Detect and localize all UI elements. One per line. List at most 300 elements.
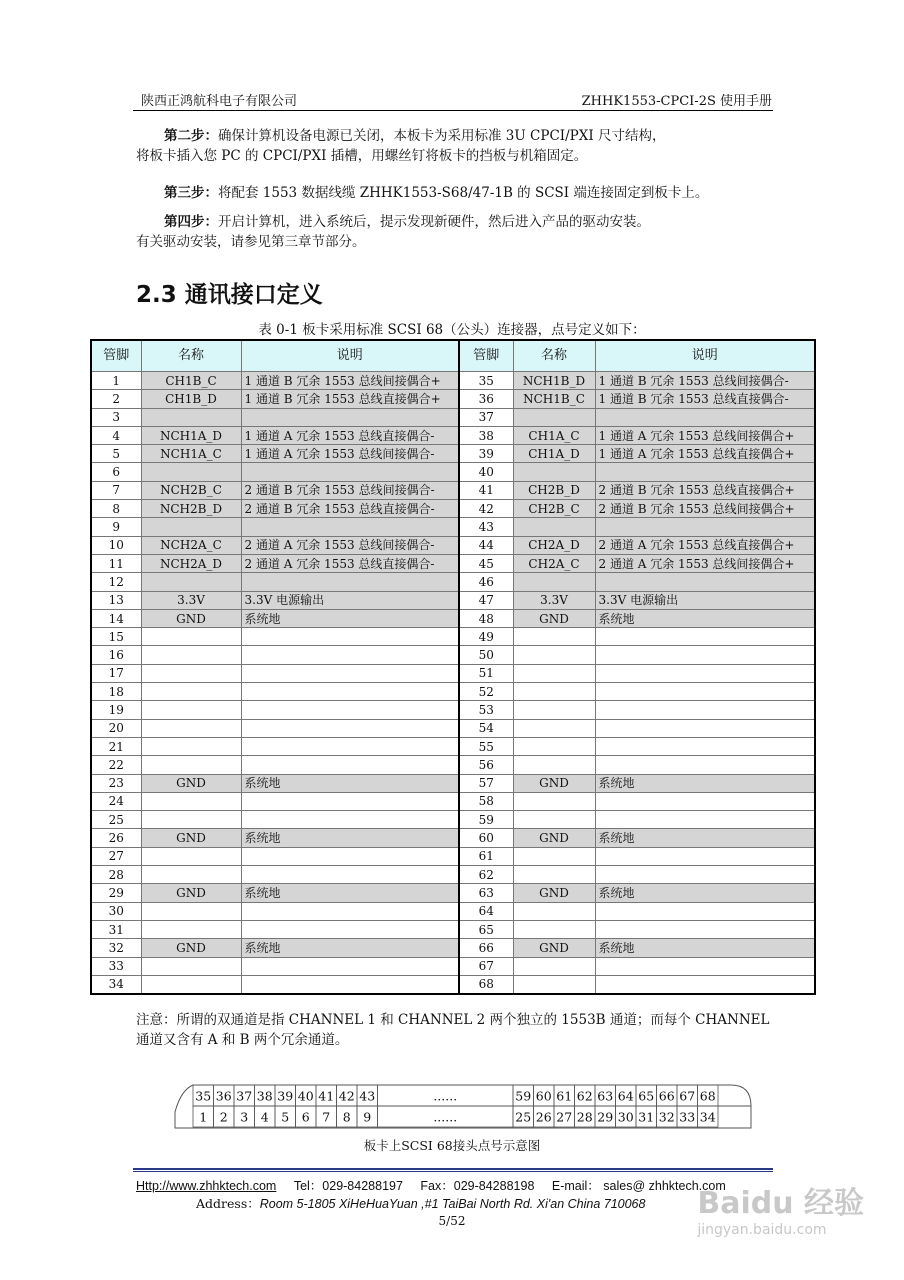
pin-number: 33 (91, 957, 141, 975)
pin-name: NCH1B_D (513, 372, 595, 390)
pin-number: 55 (459, 737, 513, 755)
pin-description (595, 975, 815, 994)
table-row (91, 920, 815, 938)
pin-number: 54 (459, 719, 513, 737)
pin-name: NCH2A_C (141, 536, 241, 554)
pin-number: 39 (459, 445, 513, 463)
pin-description: 1 通道 B 冗余 1553 总线间接偶合- (595, 372, 815, 390)
pin-description (595, 573, 815, 591)
pin-number: 38 (459, 426, 513, 444)
pin-number: 62 (459, 866, 513, 884)
pin-description: 1 通道 B 冗余 1553 总线直接偶合- (595, 390, 815, 408)
pin-description: 系统地 (595, 939, 815, 957)
pin-description (241, 719, 459, 737)
connector-pin: 28 (576, 1109, 593, 1125)
connector-pin: 67 (679, 1088, 696, 1104)
connector-pin: 33 (679, 1109, 696, 1125)
pin-name (513, 811, 595, 829)
pin-name (513, 646, 595, 664)
pin-number: 58 (459, 792, 513, 810)
pin-name (513, 866, 595, 884)
header-company: 陕西正鸿航科电子有限公司 (141, 94, 298, 109)
pin-description: 2 通道 B 冗余 1553 总线间接偶合- (241, 481, 459, 499)
pin-description (595, 719, 815, 737)
pin-name (141, 902, 241, 920)
pin-name: GND (513, 609, 595, 627)
pin-description: 系统地 (595, 609, 815, 627)
pin-number: 23 (91, 774, 141, 792)
section-title: 2.3 通讯接口定义 (136, 282, 323, 308)
pin-name (141, 573, 241, 591)
connector-pin: 9 (363, 1109, 372, 1125)
connector-pin: 66 (658, 1088, 675, 1104)
pin-description (241, 646, 459, 664)
pin-number: 24 (91, 792, 141, 810)
table-row (91, 701, 815, 719)
pin-name (513, 847, 595, 865)
table-row (91, 737, 815, 755)
pin-name: NCH1A_D (141, 426, 241, 444)
pin-name (513, 792, 595, 810)
pin-name (141, 701, 241, 719)
pin-description: 系统地 (241, 884, 459, 902)
pin-name (513, 701, 595, 719)
pin-number: 48 (459, 609, 513, 627)
pin-number: 19 (91, 701, 141, 719)
pin-description (241, 573, 459, 591)
pin-name (513, 628, 595, 646)
connector-pin: 61 (556, 1088, 573, 1104)
pin-description: 2 通道 B 冗余 1553 总线直接偶合- (241, 500, 459, 518)
pin-description (595, 756, 815, 774)
pin-description (241, 847, 459, 865)
pin-name: GND (513, 884, 595, 902)
pin-description (595, 701, 815, 719)
connector-pin: 8 (342, 1109, 351, 1125)
pin-name: GND (141, 829, 241, 847)
connector-ellipsis: ...... (433, 1109, 458, 1125)
pin-number: 27 (91, 847, 141, 865)
pin-name: GND (513, 829, 595, 847)
pin-description (595, 902, 815, 920)
pin-name (513, 664, 595, 682)
pin-description (595, 920, 815, 938)
pin-name (141, 463, 241, 481)
pin-description: 系统地 (241, 774, 459, 792)
table-row (91, 884, 815, 902)
pin-description (595, 792, 815, 810)
pin-description (241, 920, 459, 938)
pin-name (141, 756, 241, 774)
pin-number: 37 (459, 408, 513, 426)
pin-number: 45 (459, 554, 513, 572)
table-header-row (91, 340, 815, 372)
pin-name (141, 518, 241, 536)
table-row (91, 811, 815, 829)
connector-pin: 27 (556, 1109, 573, 1125)
table-row (91, 408, 815, 426)
connector-ellipsis: ...... (433, 1088, 458, 1104)
connector-pin: 2 (219, 1109, 228, 1125)
pin-number: 53 (459, 701, 513, 719)
pin-description: 2 通道 B 冗余 1553 总线间接偶合+ (595, 500, 815, 518)
step-3-label: 第三步： (164, 185, 218, 201)
pin-number: 42 (459, 500, 513, 518)
step-3 (136, 183, 776, 203)
pin-number: 4 (91, 426, 141, 444)
pin-description (595, 646, 815, 664)
table-row (91, 866, 815, 884)
pin-name (141, 646, 241, 664)
pin-number: 49 (459, 628, 513, 646)
connector-pin: 40 (297, 1088, 314, 1104)
pin-number: 20 (91, 719, 141, 737)
pin-number: 12 (91, 573, 141, 591)
table-row (91, 554, 815, 572)
step-2-text: 确保计算机设备电源已关闭，本板卡为采用标准 3U CPCI/PXI 尺寸结构， (218, 128, 666, 144)
footer-contact (136, 1176, 776, 1194)
pin-description: 1 通道 B 冗余 1553 总线间接偶合+ (241, 372, 459, 390)
connector-pin: 5 (281, 1109, 290, 1125)
pin-description (241, 737, 459, 755)
pin-number: 36 (459, 390, 513, 408)
pin-description: 1 通道 A 冗余 1553 总线直接偶合- (241, 426, 459, 444)
pin-number: 40 (459, 463, 513, 481)
table-row (91, 847, 815, 865)
pin-name (513, 756, 595, 774)
table-row (91, 518, 815, 536)
pin-number: 60 (459, 829, 513, 847)
pin-name (141, 920, 241, 938)
table-row (91, 829, 815, 847)
pin-number: 16 (91, 646, 141, 664)
pin-number: 52 (459, 683, 513, 701)
pin-number: 14 (91, 609, 141, 627)
pin-number: 65 (459, 920, 513, 938)
table-row (91, 792, 815, 810)
pin-name: CH1B_C (141, 372, 241, 390)
pin-name: CH2B_D (513, 481, 595, 499)
header-rule (133, 110, 773, 111)
pin-number: 43 (459, 518, 513, 536)
table-row (91, 609, 815, 627)
connector-pin: 32 (658, 1109, 675, 1125)
pin-description (241, 902, 459, 920)
connector-pin: 63 (597, 1088, 614, 1104)
table-row (91, 756, 815, 774)
footer-rule (133, 1168, 773, 1170)
pin-description (595, 463, 815, 481)
table-row (91, 683, 815, 701)
pin-number: 21 (91, 737, 141, 755)
pin-description (595, 737, 815, 755)
pin-description: 2 通道 A 冗余 1553 总线间接偶合- (241, 536, 459, 554)
col-header-pin: 管脚 (91, 340, 141, 372)
pin-description (595, 866, 815, 884)
pin-description: 2 通道 B 冗余 1553 总线直接偶合+ (595, 481, 815, 499)
pin-number: 34 (91, 975, 141, 994)
pin-name (141, 792, 241, 810)
pin-name: 3.3V (141, 591, 241, 609)
pin-description (595, 683, 815, 701)
table-row (91, 664, 815, 682)
pin-name (141, 957, 241, 975)
pin-name: NCH1B_C (513, 390, 595, 408)
connector-pin: 25 (515, 1109, 532, 1125)
footer-address (196, 1194, 645, 1212)
table-row (91, 481, 815, 499)
table-body (91, 372, 815, 995)
table-row (91, 390, 815, 408)
connector-pin: 6 (301, 1109, 310, 1125)
pin-description: 系统地 (595, 774, 815, 792)
pin-name (513, 463, 595, 481)
pin-number: 18 (91, 683, 141, 701)
pin-number: 46 (459, 573, 513, 591)
pin-number: 68 (459, 975, 513, 994)
pin-name: GND (513, 939, 595, 957)
table-row (91, 628, 815, 646)
step-2 (136, 126, 776, 166)
pin-name (513, 408, 595, 426)
footer-email[interactable]: E-mail： sales@ zhhktech.com (551, 1179, 726, 1193)
col-header-desc: 说明 (241, 340, 459, 372)
table-row (91, 646, 815, 664)
connector-pin: 41 (318, 1088, 335, 1104)
footer-fax: Fax：029-84288198 (420, 1179, 535, 1193)
connector-pin: 62 (576, 1088, 593, 1104)
pin-number: 17 (91, 664, 141, 682)
scsi-connector-diagram (173, 1084, 753, 1130)
pin-name: NCH2B_C (141, 481, 241, 499)
table-row (91, 500, 815, 518)
footer-tel: Tel：029-84288197 (293, 1179, 403, 1193)
pin-description (241, 975, 459, 994)
pin-number: 56 (459, 756, 513, 774)
table-row (91, 774, 815, 792)
pin-description: 系统地 (241, 939, 459, 957)
pin-description: 系统地 (595, 884, 815, 902)
pin-description: 3.3V 电源输出 (241, 591, 459, 609)
pin-number: 29 (91, 884, 141, 902)
pin-number: 7 (91, 481, 141, 499)
pin-number: 32 (91, 939, 141, 957)
table-row (91, 939, 815, 957)
pin-name: NCH1A_C (141, 445, 241, 463)
pin-number: 1 (91, 372, 141, 390)
pin-name (141, 628, 241, 646)
col-header-name: 名称 (141, 340, 241, 372)
step-3-text: 将配套 1553 数据线缆 ZHHK1553-S68/47-1B 的 SCSI 端连接固定到板卡上。 (218, 185, 709, 201)
pin-description (241, 811, 459, 829)
step-4-text: 开启计算机，进入系统后，提示发现新硬件，然后进入产品的驱动安装。 (218, 214, 650, 230)
table-row (91, 591, 815, 609)
connector-pin: 35 (195, 1088, 212, 1104)
pin-description: 系统地 (595, 829, 815, 847)
pin-name (141, 408, 241, 426)
pin-description: 2 通道 A 冗余 1553 总线直接偶合+ (595, 536, 815, 554)
table-row (91, 719, 815, 737)
pin-number: 9 (91, 518, 141, 536)
pin-description: 2 通道 A 冗余 1553 总线间接偶合+ (595, 554, 815, 572)
pin-description (241, 463, 459, 481)
table-row (91, 902, 815, 920)
pin-number: 63 (459, 884, 513, 902)
pin-number: 6 (91, 463, 141, 481)
connector-pin: 59 (515, 1088, 532, 1104)
pin-number: 8 (91, 500, 141, 518)
table-row (91, 463, 815, 481)
pin-number: 59 (459, 811, 513, 829)
pin-definition-table (90, 339, 816, 995)
footer-address-label: Address： (196, 1196, 260, 1211)
connector-pin: 31 (638, 1109, 655, 1125)
step-2-cont: 将板卡插入您 PC 的 CPCI/PXI 插槽，用螺丝钉将板卡的挡板与机箱固定。 (136, 148, 588, 164)
pin-description: 1 通道 B 冗余 1553 总线直接偶合+ (241, 390, 459, 408)
connector-pin: 34 (699, 1109, 716, 1125)
pin-number: 50 (459, 646, 513, 664)
pin-number: 66 (459, 939, 513, 957)
watermark-brand: Baidu 经验 (697, 1186, 864, 1221)
pin-number: 67 (459, 957, 513, 975)
pin-description (241, 792, 459, 810)
pin-description: 系统地 (241, 609, 459, 627)
pin-name (141, 847, 241, 865)
pin-description: 1 通道 A 冗余 1553 总线直接偶合+ (595, 445, 815, 463)
pin-description: 系统地 (241, 829, 459, 847)
connector-pin: 3 (240, 1109, 249, 1125)
pin-description (241, 701, 459, 719)
footer-url-link[interactable]: Http://www.zhhktech.com (136, 1179, 277, 1193)
pin-name: 3.3V (513, 591, 595, 609)
connector-pin: 4 (260, 1109, 269, 1125)
pin-name: CH1A_D (513, 445, 595, 463)
pin-description (241, 957, 459, 975)
footer-rule-thin (133, 1171, 773, 1172)
table-row (91, 957, 815, 975)
watermark (697, 1178, 864, 1238)
pin-name: CH2A_D (513, 536, 595, 554)
pin-name (513, 920, 595, 938)
pin-number: 61 (459, 847, 513, 865)
connector-pin: 38 (256, 1088, 273, 1104)
pin-name (513, 902, 595, 920)
step-4-cont: 有关驱动安装，请参见第三章节部分。 (136, 234, 366, 250)
table-row (91, 372, 815, 390)
connector-pin: 42 (338, 1088, 355, 1104)
pin-number: 10 (91, 536, 141, 554)
pin-number: 64 (459, 902, 513, 920)
connector-pin: 68 (699, 1088, 716, 1104)
table-caption: 表 0-1 板卡采用标准 SCSI 68（公头）连接器，点号定义如下： (258, 322, 646, 338)
pin-name: CH1A_C (513, 426, 595, 444)
pin-number: 44 (459, 536, 513, 554)
pin-description (595, 408, 815, 426)
pin-name: GND (141, 884, 241, 902)
table-row (91, 426, 815, 444)
pin-number: 35 (459, 372, 513, 390)
pin-name: CH2A_C (513, 554, 595, 572)
pin-number: 13 (91, 591, 141, 609)
col-header-desc-2: 说明 (595, 340, 815, 372)
pin-name (141, 664, 241, 682)
pin-number: 57 (459, 774, 513, 792)
connector-caption: 板卡上SCSI 68接头点号示意图 (363, 1138, 541, 1153)
pin-name (141, 737, 241, 755)
pin-name: CH1B_D (141, 390, 241, 408)
pin-name (513, 737, 595, 755)
pin-number: 5 (91, 445, 141, 463)
pin-description (595, 847, 815, 865)
pin-description (241, 628, 459, 646)
connector-pin: 1 (199, 1109, 208, 1125)
table-row (91, 445, 815, 463)
pin-description (595, 628, 815, 646)
pin-number: 22 (91, 756, 141, 774)
step-4 (136, 212, 776, 252)
pin-name: NCH2B_D (141, 500, 241, 518)
page-number: 5/52 (438, 1214, 466, 1228)
pin-name (513, 573, 595, 591)
pin-number: 47 (459, 591, 513, 609)
connector-pin: 36 (215, 1088, 232, 1104)
pin-number: 31 (91, 920, 141, 938)
watermark-url: jingyan.baidu.com (697, 1222, 827, 1238)
pin-name (141, 866, 241, 884)
pin-name (141, 811, 241, 829)
connector-pin: 30 (617, 1109, 634, 1125)
step-4-label: 第四步： (164, 214, 218, 230)
pin-description (241, 756, 459, 774)
pin-description (241, 518, 459, 536)
pin-name (513, 683, 595, 701)
pin-number: 28 (91, 866, 141, 884)
connector-pin: 43 (359, 1088, 376, 1104)
pin-name (513, 518, 595, 536)
footer-address-text: Room 5-1805 XiHeHuaYuan ,#1 TaiBai North Rd. Xi'an China 710068 (259, 1197, 646, 1211)
connector-pin: 26 (535, 1109, 552, 1125)
pin-number: 15 (91, 628, 141, 646)
pin-number: 2 (91, 390, 141, 408)
pin-name: GND (513, 774, 595, 792)
pin-number: 51 (459, 664, 513, 682)
connector-pin: 60 (535, 1088, 552, 1104)
pin-description (595, 811, 815, 829)
channel-note: 注意：所谓的双通道是指 CHANNEL 1 和 CHANNEL 2 两个独立的 1553B 通道；而每个 CHANNEL 通道又含有 A 和 B 两个冗余通道。 (136, 1012, 770, 1048)
pin-description (595, 664, 815, 682)
pin-number: 41 (459, 481, 513, 499)
pin-name (513, 975, 595, 994)
pin-description: 1 通道 A 冗余 1553 总线间接偶合- (241, 445, 459, 463)
pin-name (141, 683, 241, 701)
pin-number: 11 (91, 554, 141, 572)
pin-name (513, 719, 595, 737)
pin-description: 1 通道 A 冗余 1553 总线间接偶合+ (595, 426, 815, 444)
pin-description (241, 866, 459, 884)
table-row (91, 536, 815, 554)
connector-pin: 64 (617, 1088, 634, 1104)
header-manual-title: ZHHK1553-CPCI-2S 使用手册 (581, 94, 772, 109)
connector-pin: 39 (277, 1088, 294, 1104)
pin-name: GND (141, 609, 241, 627)
pin-name: GND (141, 939, 241, 957)
connector-pin: 37 (236, 1088, 253, 1104)
table-row (91, 573, 815, 591)
pin-number: 26 (91, 829, 141, 847)
pin-number: 3 (91, 408, 141, 426)
col-header-name-2: 名称 (513, 340, 595, 372)
pin-name: NCH2A_D (141, 554, 241, 572)
